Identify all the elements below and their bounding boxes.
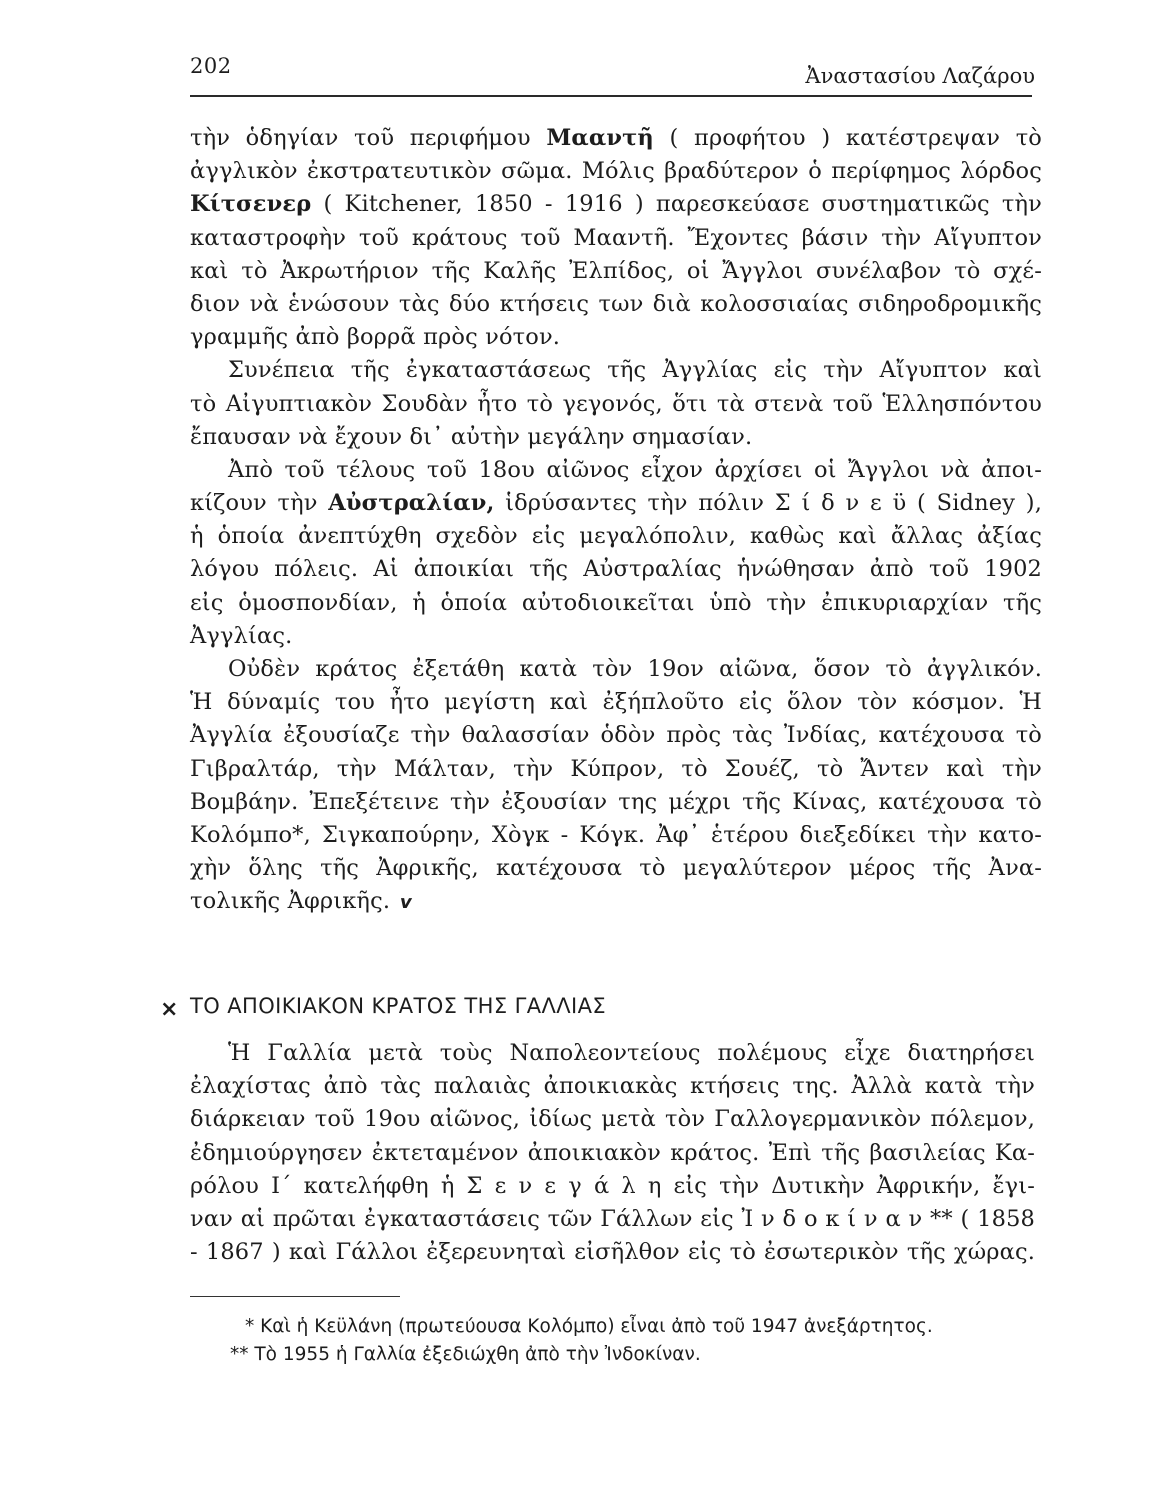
text-line: Ἡ δύναμίς του ἦτο μεγίστη καὶ ἐξήπλοῦτο εἰς ὅλον τὸν κόσμον. Ἡ xyxy=(190,689,1042,716)
text-line: Ἡ Γαλλία μετὰ τοὺς Ναπολεοντείους πολέμους εἶχε διατηρήσει xyxy=(228,1040,1035,1066)
bold-name-kitchener: Κίτσενερ xyxy=(190,191,312,218)
header-rule xyxy=(190,95,1032,97)
page-header xyxy=(190,50,1035,94)
section-heading: ΤΟ ΑΠΟΙΚΙΑΚΟΝ ΚΡΑΤΟΣ ΤΗΣ ΓΑΛΛΙΑΣ xyxy=(190,994,607,1018)
text-line: Οὐδὲν κράτος ἐξετάθη κατὰ τὸν 19ον αἰῶνα, ὅσον τὸ ἀγγλικόν. xyxy=(228,656,1042,682)
text-line: ρόλου Ι´ κατελήφθη ἡ Σ ε ν ε γ ά λ η εἰς τὴν Δυτικὴν Ἀφρικήν, ἔγι- xyxy=(190,1172,1035,1199)
text-line: εἰς ὁμοσπονδίαν, ἡ ὁποία αὐτοδιοικεῖται ὑπὸ τὴν ἐπικυριαρχίαν τῆς xyxy=(190,589,1042,616)
text-line: γραμμῆς ἀπὸ βορρᾶ πρὸς νότον. xyxy=(190,324,561,351)
text-line: διάρκειαν τοῦ 19ου αἰῶνος, ἰδίως μετὰ τὸν Γαλλογερμανικὸν πόλεμον, xyxy=(190,1106,1035,1133)
page-number: 202 xyxy=(190,54,232,78)
bold-name-australia: Αὐστραλίαν, xyxy=(328,490,495,517)
paragraph-2 xyxy=(190,354,1042,454)
running-head: Ἀναστασίου Λαζάρου xyxy=(805,64,1035,88)
footnote-1: * Καὶ ἡ Κεϋλάνη (πρωτεύουσα Κολόμπο) εἶναι ἀπὸ τοῦ 1947 ἀνεξάρτητος. xyxy=(245,1316,933,1337)
text-line: ἡ ὁποία ἀνεπτύχθη σχεδὸν εἰς μεγαλόπολιν, καθὼς καὶ ἄλλας ἀξίας xyxy=(190,523,1042,550)
text-line: χὴν ὅλης τῆς Ἀφρικῆς, κατέχουσα τὸ μεγαλύτερον μέρος τῆς Ἀνα- xyxy=(190,855,1042,882)
paragraph-4 xyxy=(190,653,1042,919)
main-text xyxy=(190,122,1042,919)
text-line: Βομβάην. Ἐπεξέτεινε τὴν ἐξουσίαν της μέχρι τῆς Κίνας, κατέχουσα τὸ xyxy=(190,788,1042,815)
text-line: ἔπαυσαν νὰ ἔχουν δι᾽ αὐτὴν μεγάλην σημασίαν. xyxy=(190,423,753,450)
text-line: κίζουν τὴν Αὐστραλίαν, ἱδρύσαντες τὴν πόλιν Σ ί δ ν ε ϋ ( Sidney ), xyxy=(190,490,1042,517)
text-line: καταστροφὴν τοῦ κράτους τοῦ Μααντῆ. Ἔχοντες βάσιν τὴν Αἴγυπτον xyxy=(190,224,1042,251)
bold-name-maanti: Μααντῆ xyxy=(546,125,654,151)
text-line: Συνέπεια τῆς ἐγκαταστάσεως τῆς Ἀγγλίας εἰς τὴν Αἴγυπτον καὶ xyxy=(228,357,1042,384)
text-line: - 1867 ) καὶ Γάλλοι ἐξερευνηταὶ εἰσῆλθον εἰς τὸ ἐσωτερικὸν τῆς χώρας. xyxy=(190,1239,1035,1266)
text-line: καὶ τὸ Ἀκρωτήριον τῆς Καλῆς Ἐλπίδος, οἱ Ἄγγλοι συνέλαβον τὸ σχέ- xyxy=(190,257,1042,284)
footnote-rule xyxy=(190,1296,400,1297)
paragraph-5 xyxy=(190,1037,1035,1269)
text-line: διον νὰ ἑνώσουν τὰς δύο κτήσεις των διὰ κολοσσιαίας σιδηροδρομικῆς xyxy=(190,290,1042,317)
paragraph-3 xyxy=(190,454,1042,653)
handwritten-cross-mark: × xyxy=(160,997,179,1022)
text-line: τολικῆς Ἀφρικῆς. v xyxy=(190,885,1042,918)
text-line: Ἀγγλίας. xyxy=(190,622,293,649)
text-line: τὸ Αἰγυπτιακὸν Σουδὰν ἦτο τὸ γεγονός, ὅτι τὰ στενὰ τοῦ Ἑλλησπόντου xyxy=(190,390,1042,417)
text-line: Κολόμπο*, Σιγκαπούρην, Χὸγκ - Κόγκ. Ἀφ᾽ ἑτέρου διεξεδίκει τὴν κατο- xyxy=(190,821,1042,848)
text-line: ἐλαχίστας ἀπὸ τὰς παλαιὰς ἀποικιακὰς κτήσεις της. Ἀλλὰ κατὰ τὴν xyxy=(190,1073,1035,1100)
footnotes xyxy=(190,1313,1050,1369)
text-line: τὴν ὁδηγίαν τοῦ περιφήμου Μααντῆ ( προφήτου ) κατέστρεψαν τὸ xyxy=(190,125,1043,151)
text-line: Κίτσενερ ( Kitchener, 1850 - 1916 ) παρεσκεύασε συστηματικῶς τὴν xyxy=(190,191,1042,218)
text-line: ἐδημιούργησεν ἐκτεταμένον ἀποικιακὸν κράτος. Ἐπὶ τῆς βασιλείας Κα- xyxy=(190,1139,1035,1166)
text-line: Ἀπὸ τοῦ τέλους τοῦ 18ου αἰῶνος εἶχον ἀρχίσει οἱ Ἄγγλοι νὰ ἀποι- xyxy=(228,456,1042,483)
text-line: Ἀγγλία ἐξουσίαζε τὴν θαλασσίαν ὁδὸν πρὸς τὰς Ἰνδίας, κατέχουσα τὸ xyxy=(190,722,1042,749)
handwritten-check-mark: v xyxy=(398,892,414,914)
footnote-2: ** Τὸ 1955 ἡ Γαλλία ἐξεδιώχθη ἀπὸ τὴν Ἰνδοκίναν. xyxy=(230,1344,701,1365)
text-line: λόγου πόλεις. Αἱ ἀποικίαι τῆς Αὐστραλίας ἡνώθησαν ἀπὸ τοῦ 1902 xyxy=(190,556,1042,583)
main-text-section-2 xyxy=(190,1037,1035,1269)
text-line: ναν αἱ πρῶται ἐγκαταστάσεις τῶν Γάλλων εἰς Ἰ ν δ ο κ ί ν α ν ** ( 1858 xyxy=(190,1205,1035,1232)
paragraph-1 xyxy=(190,122,1042,354)
section-heading-row xyxy=(160,994,860,1026)
text-line: Γιβραλτάρ, τὴν Μάλταν, τὴν Κύπρον, τὸ Σουέζ, τὸ Ἄντεν καὶ τὴν xyxy=(190,755,1042,782)
text-line: ἀγγλικὸν ἐκστρατευτικὸν σῶμα. Μόλις βραδύτερον ὁ περίφημος λόρδος xyxy=(190,158,1042,185)
